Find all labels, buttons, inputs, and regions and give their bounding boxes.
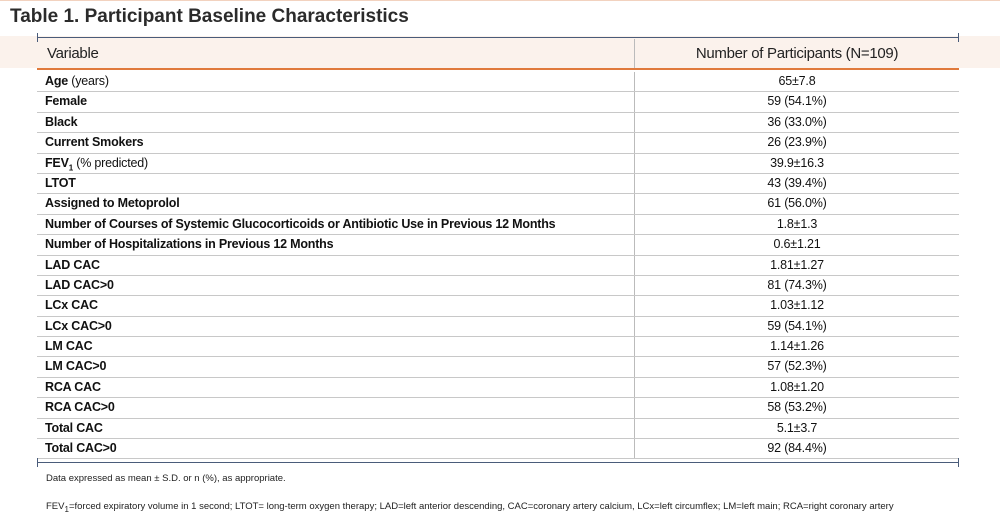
table-row	[37, 215, 959, 235]
table-row	[37, 419, 959, 439]
participants-value: 1.81±1.27	[770, 257, 824, 272]
variable-cell	[37, 215, 635, 234]
variable-cell	[37, 317, 635, 336]
participants-value: 43 (39.4%)	[767, 175, 827, 190]
column-header-participants: Number of Participants (N=109)	[695, 45, 899, 62]
variable-label: LTOT	[45, 175, 76, 190]
variable-cell	[37, 276, 635, 295]
variable-label: LAD CAC>0	[45, 277, 114, 292]
variable-cell	[37, 378, 635, 397]
table-row	[37, 235, 959, 255]
table-body	[37, 72, 959, 459]
variable-cell	[37, 256, 635, 275]
table-row	[37, 113, 959, 133]
variable-subscript: 1	[68, 163, 73, 173]
left-tick	[37, 458, 38, 467]
variable-label: RCA CAC>0	[45, 400, 115, 415]
variable-label: LM CAC	[45, 339, 93, 354]
participants-value: 61 (56.0%)	[767, 196, 827, 211]
table-row	[37, 174, 959, 194]
table-row	[37, 92, 959, 112]
table-row	[37, 133, 959, 153]
participants-value: 81 (74.3%)	[767, 277, 827, 292]
variable-label: Total CAC	[45, 420, 103, 435]
participants-value: 59 (54.1%)	[767, 94, 827, 109]
header-row	[37, 39, 959, 68]
table-row	[37, 317, 959, 337]
participants-value: 5.1±3.7	[776, 420, 818, 435]
participants-value: 57 (52.3%)	[767, 359, 827, 374]
participants-value: 65±7.8	[778, 74, 816, 88]
variable-cell	[37, 174, 635, 193]
table-row	[37, 154, 959, 174]
participants-value: 1.08±1.20	[770, 379, 824, 394]
variable-cell	[37, 194, 635, 213]
variable-label: FEV	[45, 155, 69, 170]
variable-label: Assigned to Metoprolol	[45, 196, 180, 211]
participants-value: 1.14±1.26	[770, 339, 824, 354]
variable-cell	[37, 92, 635, 111]
participants-value: 39.9±16.3	[770, 155, 824, 170]
participants-value: 0.6±1.21	[773, 237, 821, 252]
variable-label: LCx CAC>0	[45, 318, 112, 333]
variable-label: Number of Courses of Systemic Glucocorticoids or Antibiotic Use in Previous 12 Months	[45, 216, 556, 231]
variable-label: LM CAC>0	[45, 359, 107, 374]
variable-label: LAD CAC	[45, 257, 100, 272]
variable-label: Total CAC>0	[45, 441, 117, 456]
variable-label: Current Smokers	[45, 135, 144, 150]
right-tick	[958, 458, 959, 467]
table-row	[37, 378, 959, 398]
footnote-abbrev-text: =forced expiratory volume in 1 second; LTOT= long-term oxygen therapy; LAD=left anterior descending, CAC=coronary artery calcium, LCx=left circumflex; LM=left main; RCA=right coronary artery	[68, 501, 894, 512]
participants-value: 1.8±1.3	[776, 216, 818, 231]
participants-value: 59 (54.1%)	[767, 318, 827, 333]
footnote-fev-sub: 1	[64, 504, 69, 514]
table-row	[37, 276, 959, 296]
header-top-line	[37, 37, 959, 38]
table-row	[37, 256, 959, 276]
variable-label: Female	[45, 94, 87, 109]
variable-label: LCx CAC	[45, 298, 98, 313]
header-underline	[37, 68, 959, 70]
table-row	[37, 439, 959, 459]
participants-value: 26 (23.9%)	[767, 135, 827, 150]
variable-unit: (% predicted)	[72, 155, 148, 170]
variable-cell	[37, 357, 635, 376]
variable-label: Number of Hospitalizations in Previous 12 Months	[45, 237, 334, 252]
participants-value: 58 (53.2%)	[767, 400, 827, 415]
variable-label: Age	[45, 74, 69, 88]
table-row	[37, 337, 959, 357]
footnote-data-format: Data expressed as mean ± S.D. or n (%), as appropriate.	[46, 473, 286, 484]
table-row	[37, 72, 959, 92]
table-title: Table 1. Participant Baseline Characteristics	[10, 6, 409, 27]
column-header-variable: Variable	[37, 39, 635, 68]
variable-label: RCA CAC	[45, 379, 101, 394]
table-row	[37, 398, 959, 418]
table-row	[37, 357, 959, 377]
variable-cell	[37, 154, 635, 173]
variable-cell	[37, 235, 635, 254]
footnote-fev: FEV	[46, 501, 65, 512]
participants-value: 1.03±1.12	[770, 298, 824, 313]
variable-label: Black	[45, 114, 78, 129]
table-row	[37, 194, 959, 214]
variable-cell	[37, 398, 635, 417]
variable-cell	[37, 296, 635, 315]
variable-cell	[37, 419, 635, 438]
variable-cell	[37, 113, 635, 132]
variable-unit: (years)	[68, 74, 109, 88]
footnote-abbreviations	[46, 501, 894, 514]
variable-cell	[37, 439, 635, 458]
table-bottom-line	[37, 462, 959, 463]
variable-cell	[37, 72, 635, 91]
table-row	[37, 296, 959, 316]
top-rule	[0, 0, 1000, 1]
variable-cell	[37, 133, 635, 152]
participants-value: 36 (33.0%)	[767, 114, 827, 129]
participants-value: 92 (84.4%)	[767, 441, 827, 456]
variable-cell	[37, 337, 635, 356]
